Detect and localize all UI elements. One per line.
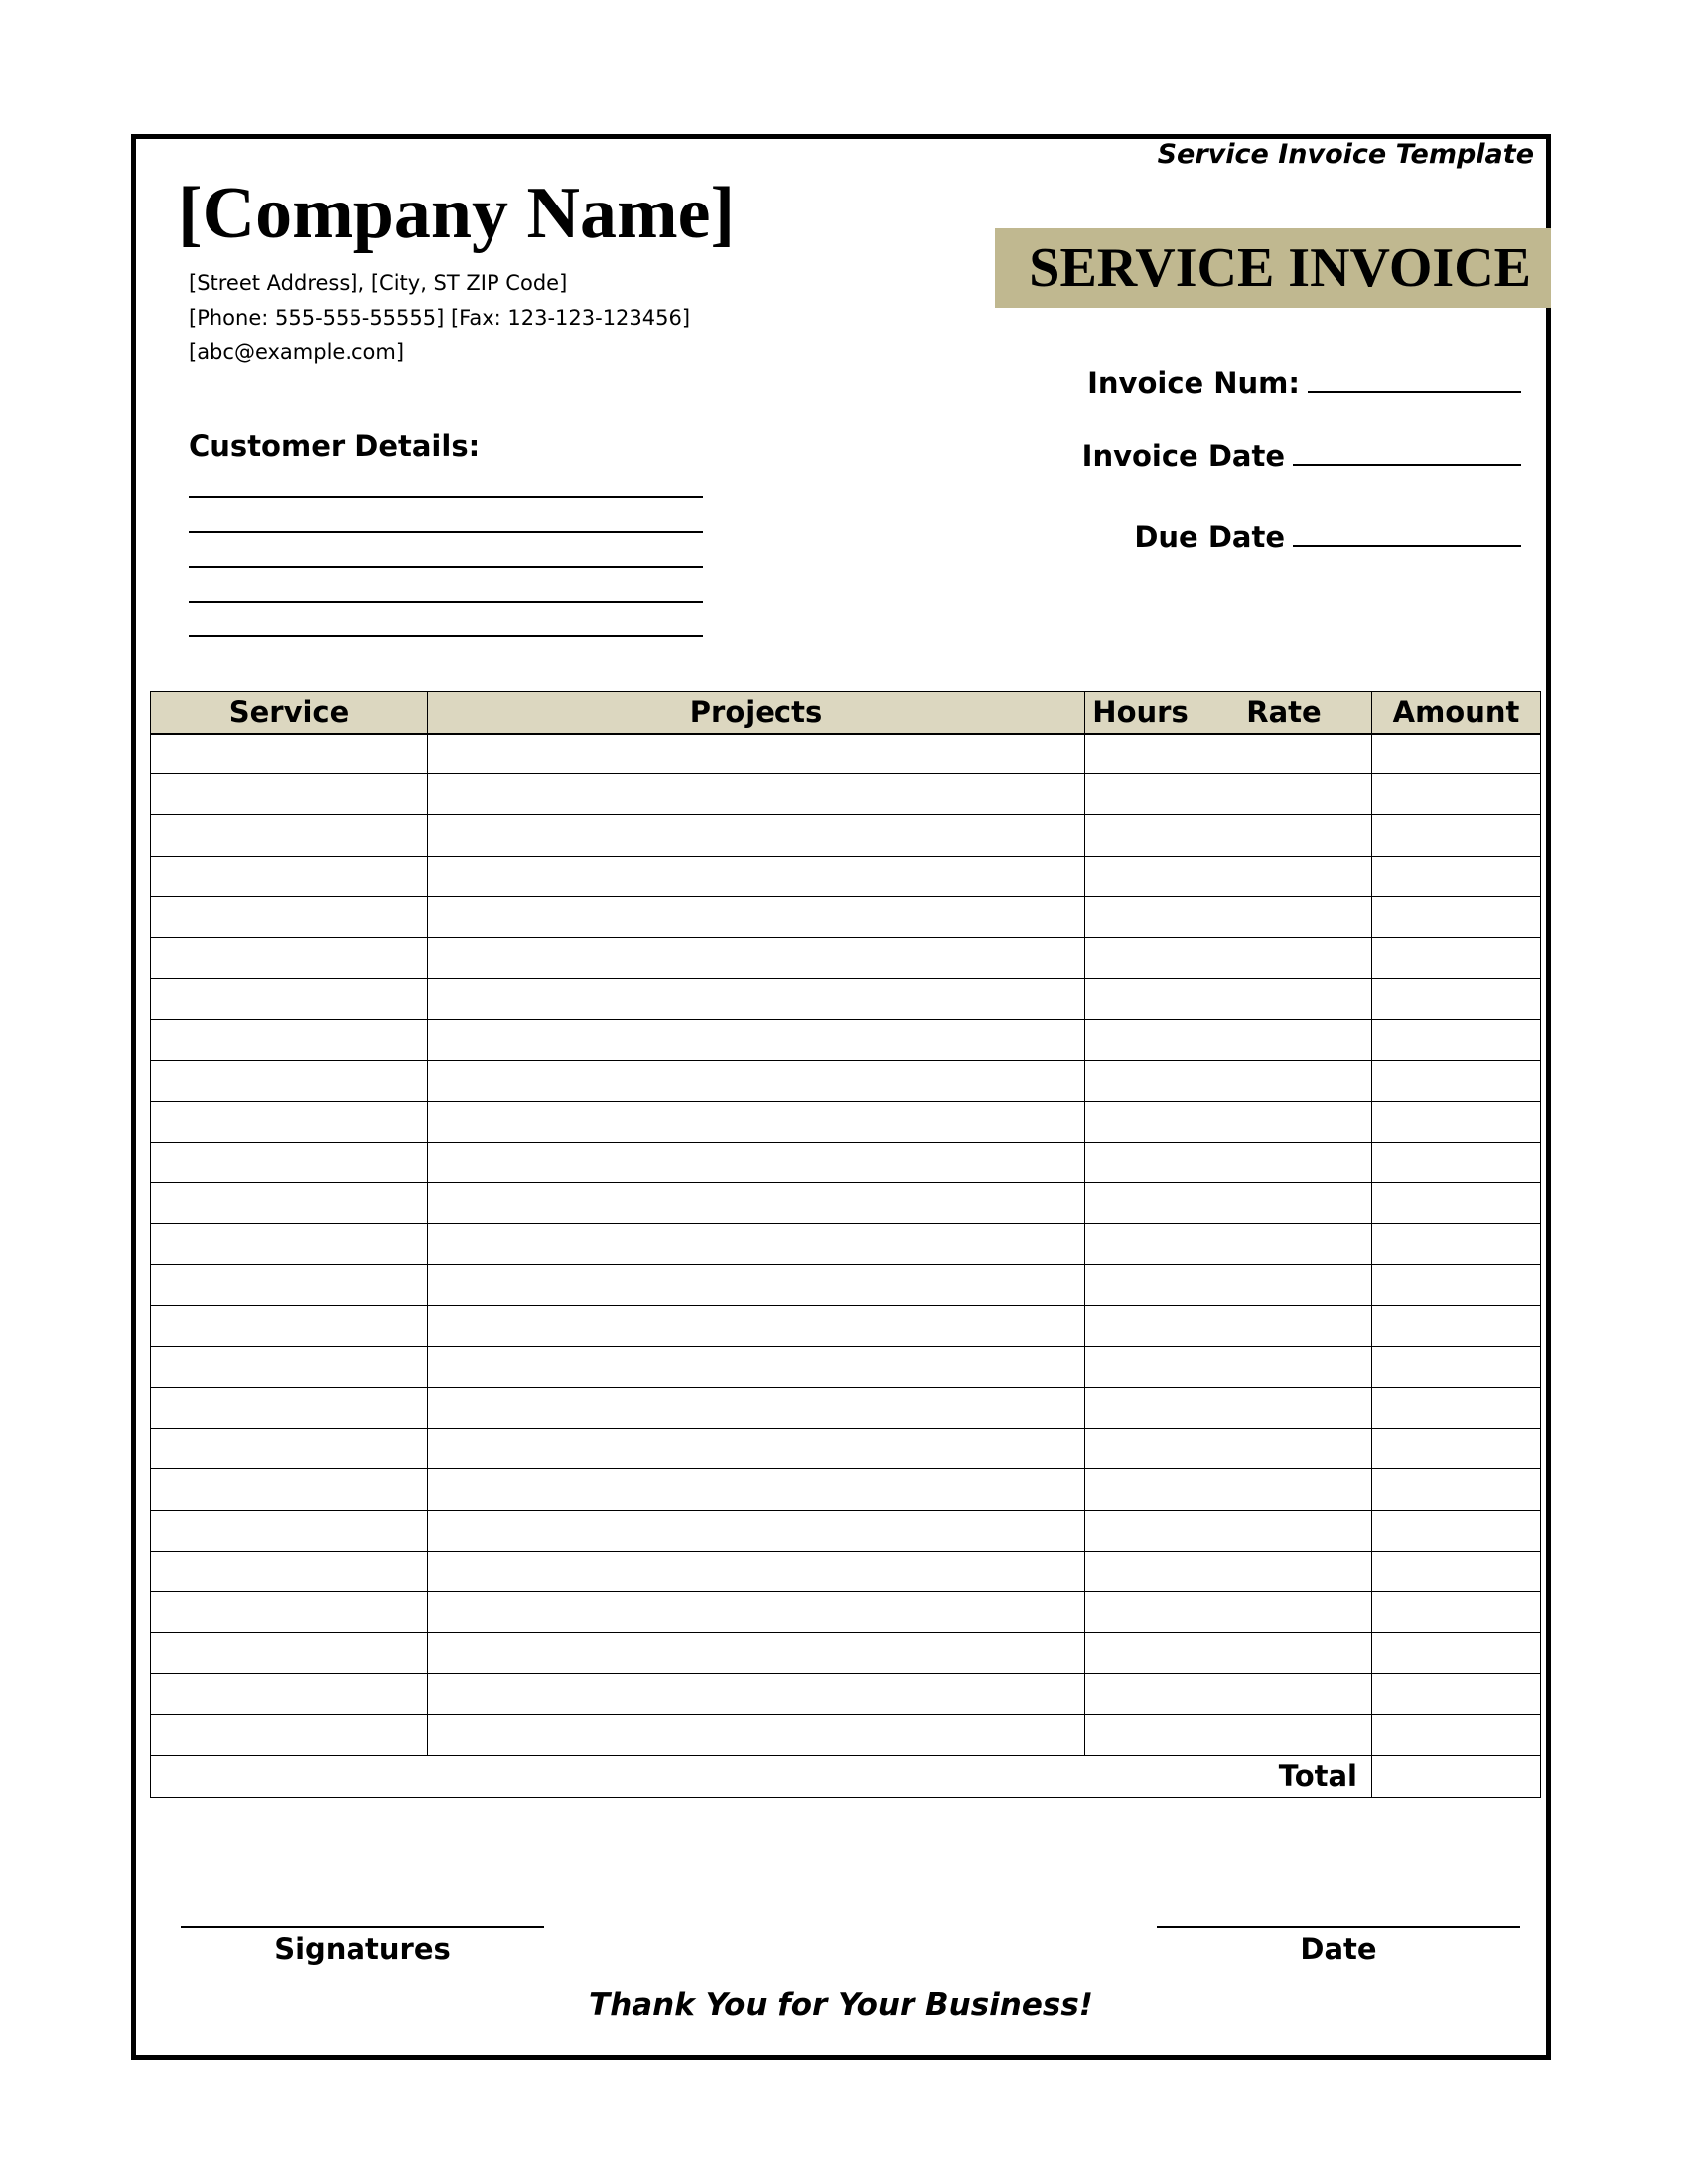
customer-line[interactable] [189, 601, 703, 603]
rate-cell[interactable] [1196, 1265, 1372, 1305]
table-row [151, 1183, 1541, 1224]
table-row [151, 774, 1541, 815]
projects-cell[interactable] [428, 1183, 1085, 1224]
rate-cell[interactable] [1196, 1020, 1372, 1060]
hours-cell[interactable] [1085, 1469, 1196, 1510]
rate-cell[interactable] [1196, 1101, 1372, 1142]
hours-cell[interactable] [1085, 1591, 1196, 1632]
service-cell[interactable] [151, 856, 428, 896]
hours-cell[interactable] [1085, 1305, 1196, 1346]
service-cell[interactable] [151, 1305, 428, 1346]
thank-you-message: Thank You for Your Business! [589, 1987, 1093, 2023]
projects-cell[interactable] [428, 1429, 1085, 1469]
company-email: [abc@example.com] [189, 341, 405, 364]
projects-cell[interactable] [428, 979, 1085, 1020]
projects-cell[interactable] [428, 1101, 1085, 1142]
due-date-field[interactable] [1134, 519, 1521, 554]
table-header-row [151, 692, 1541, 734]
service-cell[interactable] [151, 774, 428, 815]
projects-cell[interactable] [428, 1591, 1085, 1632]
service-cell[interactable] [151, 1591, 428, 1632]
invoice-date-field[interactable] [1082, 438, 1521, 473]
invoice-num-field[interactable] [1087, 365, 1521, 400]
service-cell[interactable] [151, 937, 428, 978]
rate-cell[interactable] [1196, 1142, 1372, 1182]
total-amount-cell[interactable] [1372, 1755, 1541, 1797]
hours-cell[interactable] [1085, 1183, 1196, 1224]
rate-cell[interactable] [1196, 1346, 1372, 1387]
table-row [151, 1469, 1541, 1510]
table-row [151, 1142, 1541, 1182]
table-row [151, 1346, 1541, 1387]
service-cell[interactable] [151, 1183, 428, 1224]
invoice-date-label: Invoice Date [1081, 439, 1285, 473]
customer-line[interactable] [189, 496, 703, 498]
table-row [151, 1305, 1541, 1346]
service-cell[interactable] [151, 1101, 428, 1142]
hours-cell[interactable] [1085, 1265, 1196, 1305]
amount-cell[interactable] [1372, 896, 1541, 937]
hours-cell[interactable] [1085, 815, 1196, 856]
projects-cell[interactable] [428, 1265, 1085, 1305]
amount-cell[interactable] [1372, 1265, 1541, 1305]
hours-cell[interactable] [1085, 734, 1196, 774]
projects-cell[interactable] [428, 1388, 1085, 1429]
table-row [151, 979, 1541, 1020]
table-row [151, 1551, 1541, 1591]
rate-cell[interactable] [1196, 896, 1372, 937]
table-row [151, 1265, 1541, 1305]
hours-cell[interactable] [1085, 937, 1196, 978]
hours-cell[interactable] [1085, 1388, 1196, 1429]
signatures-label: Signatures [274, 1932, 451, 1966]
invoice-title: SERVICE INVOICE [1029, 237, 1531, 299]
due-date-blank[interactable] [1293, 519, 1521, 547]
service-cell[interactable] [151, 815, 428, 856]
amount-cell[interactable] [1372, 979, 1541, 1020]
rate-cell[interactable] [1196, 979, 1372, 1020]
amount-cell[interactable] [1372, 937, 1541, 978]
hours-cell[interactable] [1085, 1633, 1196, 1674]
table-row [151, 1714, 1541, 1755]
rate-cell[interactable] [1196, 1591, 1372, 1632]
table-row [151, 1388, 1541, 1429]
amount-cell[interactable] [1372, 1510, 1541, 1551]
column-header-rate: Rate [1196, 692, 1372, 734]
amount-cell[interactable] [1372, 1060, 1541, 1101]
hours-cell[interactable] [1085, 1429, 1196, 1469]
company-address: [Street Address], [City, ST ZIP Code] [189, 271, 568, 295]
table-row [151, 1674, 1541, 1714]
customer-line[interactable] [189, 531, 703, 533]
hours-cell[interactable] [1085, 1142, 1196, 1182]
hours-cell[interactable] [1085, 774, 1196, 815]
amount-cell[interactable] [1372, 1305, 1541, 1346]
customer-line[interactable] [189, 635, 703, 637]
projects-cell[interactable] [428, 1305, 1085, 1346]
projects-cell[interactable] [428, 1060, 1085, 1101]
rate-cell[interactable] [1196, 1224, 1372, 1265]
signature-line[interactable] [181, 1926, 544, 1928]
projects-cell[interactable] [428, 937, 1085, 978]
service-cell[interactable] [151, 1674, 428, 1714]
service-cell[interactable] [151, 1633, 428, 1674]
projects-cell[interactable] [428, 1551, 1085, 1591]
column-header-projects: Projects [428, 692, 1085, 734]
rate-cell[interactable] [1196, 1714, 1372, 1755]
table-row [151, 1101, 1541, 1142]
projects-cell[interactable] [428, 896, 1085, 937]
hours-cell[interactable] [1085, 896, 1196, 937]
rate-cell[interactable] [1196, 1060, 1372, 1101]
amount-cell[interactable] [1372, 1224, 1541, 1265]
table-row [151, 1510, 1541, 1551]
customer-details-label: Customer Details: [189, 429, 481, 463]
rate-cell[interactable] [1196, 1674, 1372, 1714]
projects-cell[interactable] [428, 1510, 1085, 1551]
amount-cell[interactable] [1372, 774, 1541, 815]
table-row [151, 1224, 1541, 1265]
company-phone-fax: [Phone: 555-555-55555] [Fax: 123-123-123456] [189, 306, 691, 330]
amount-cell[interactable] [1372, 1346, 1541, 1387]
table-row [151, 1591, 1541, 1632]
projects-cell[interactable] [428, 1674, 1085, 1714]
table-row [151, 734, 1541, 774]
hours-cell[interactable] [1085, 1101, 1196, 1142]
hours-cell[interactable] [1085, 1510, 1196, 1551]
table-row [151, 856, 1541, 896]
amount-cell[interactable] [1372, 1714, 1541, 1755]
invoice-num-blank[interactable] [1308, 365, 1521, 393]
rate-cell[interactable] [1196, 856, 1372, 896]
service-cell[interactable] [151, 1429, 428, 1469]
amount-cell[interactable] [1372, 1674, 1541, 1714]
table-row [151, 815, 1541, 856]
projects-cell[interactable] [428, 1469, 1085, 1510]
projects-cell[interactable] [428, 1224, 1085, 1265]
rate-cell[interactable] [1196, 1633, 1372, 1674]
service-cell[interactable] [151, 1142, 428, 1182]
rate-cell[interactable] [1196, 1469, 1372, 1510]
service-cell[interactable] [151, 1714, 428, 1755]
rate-cell[interactable] [1196, 1183, 1372, 1224]
projects-cell[interactable] [428, 1020, 1085, 1060]
service-cell[interactable] [151, 1224, 428, 1265]
invoice-date-blank[interactable] [1293, 438, 1521, 466]
table-row [151, 937, 1541, 978]
date-label: Date [1300, 1932, 1377, 1966]
amount-cell[interactable] [1372, 815, 1541, 856]
amount-cell[interactable] [1372, 1429, 1541, 1469]
column-header-amount: Amount [1372, 692, 1541, 734]
template-label: Service Invoice Template [1157, 139, 1534, 170]
amount-cell[interactable] [1372, 1591, 1541, 1632]
total-label: Total [151, 1755, 1372, 1797]
amount-cell[interactable] [1372, 1020, 1541, 1060]
hours-cell[interactable] [1085, 1224, 1196, 1265]
amount-cell[interactable] [1372, 1469, 1541, 1510]
projects-cell[interactable] [428, 1633, 1085, 1674]
hours-cell[interactable] [1085, 1714, 1196, 1755]
service-cell[interactable] [151, 1265, 428, 1305]
service-cell[interactable] [151, 1510, 428, 1551]
rate-cell[interactable] [1196, 1429, 1372, 1469]
service-cell[interactable] [151, 1346, 428, 1387]
customer-line[interactable] [189, 566, 703, 568]
rate-cell[interactable] [1196, 1510, 1372, 1551]
total-row [151, 1755, 1541, 1797]
hours-cell[interactable] [1085, 979, 1196, 1020]
service-cell[interactable] [151, 734, 428, 774]
rate-cell[interactable] [1196, 1551, 1372, 1591]
projects-cell[interactable] [428, 856, 1085, 896]
hours-cell[interactable] [1085, 1551, 1196, 1591]
amount-cell[interactable] [1372, 1551, 1541, 1591]
table-row [151, 896, 1541, 937]
hours-cell[interactable] [1085, 1020, 1196, 1060]
column-header-service: Service [151, 692, 428, 734]
hours-cell[interactable] [1085, 856, 1196, 896]
invoice-title-banner [995, 228, 1551, 308]
service-cell[interactable] [151, 1551, 428, 1591]
invoice-frame [131, 134, 1551, 2060]
amount-cell[interactable] [1372, 1142, 1541, 1182]
service-cell[interactable] [151, 979, 428, 1020]
invoice-num-label: Invoice Num: [1087, 366, 1300, 400]
rate-cell[interactable] [1196, 774, 1372, 815]
amount-cell[interactable] [1372, 1183, 1541, 1224]
table-row [151, 1633, 1541, 1674]
service-cell[interactable] [151, 896, 428, 937]
rate-cell[interactable] [1196, 937, 1372, 978]
service-cell[interactable] [151, 1060, 428, 1101]
projects-cell[interactable] [428, 815, 1085, 856]
service-cell[interactable] [151, 1020, 428, 1060]
amount-cell[interactable] [1372, 1388, 1541, 1429]
rate-cell[interactable] [1196, 734, 1372, 774]
table-row [151, 1060, 1541, 1101]
service-cell[interactable] [151, 1469, 428, 1510]
amount-cell[interactable] [1372, 734, 1541, 774]
hours-cell[interactable] [1085, 1346, 1196, 1387]
column-header-hours: Hours [1085, 692, 1196, 734]
projects-cell[interactable] [428, 1714, 1085, 1755]
projects-cell[interactable] [428, 1346, 1085, 1387]
rate-cell[interactable] [1196, 1305, 1372, 1346]
due-date-label: Due Date [1134, 520, 1285, 554]
projects-cell[interactable] [428, 774, 1085, 815]
company-name: [Company Name] [178, 173, 736, 254]
service-table [150, 691, 1541, 1798]
projects-cell[interactable] [428, 734, 1085, 774]
hours-cell[interactable] [1085, 1060, 1196, 1101]
service-cell[interactable] [151, 1388, 428, 1429]
rate-cell[interactable] [1196, 1388, 1372, 1429]
table-row [151, 1020, 1541, 1060]
amount-cell[interactable] [1372, 1633, 1541, 1674]
table-row [151, 1429, 1541, 1469]
projects-cell[interactable] [428, 1142, 1085, 1182]
rate-cell[interactable] [1196, 815, 1372, 856]
amount-cell[interactable] [1372, 856, 1541, 896]
hours-cell[interactable] [1085, 1674, 1196, 1714]
date-line[interactable] [1157, 1926, 1520, 1928]
amount-cell[interactable] [1372, 1101, 1541, 1142]
